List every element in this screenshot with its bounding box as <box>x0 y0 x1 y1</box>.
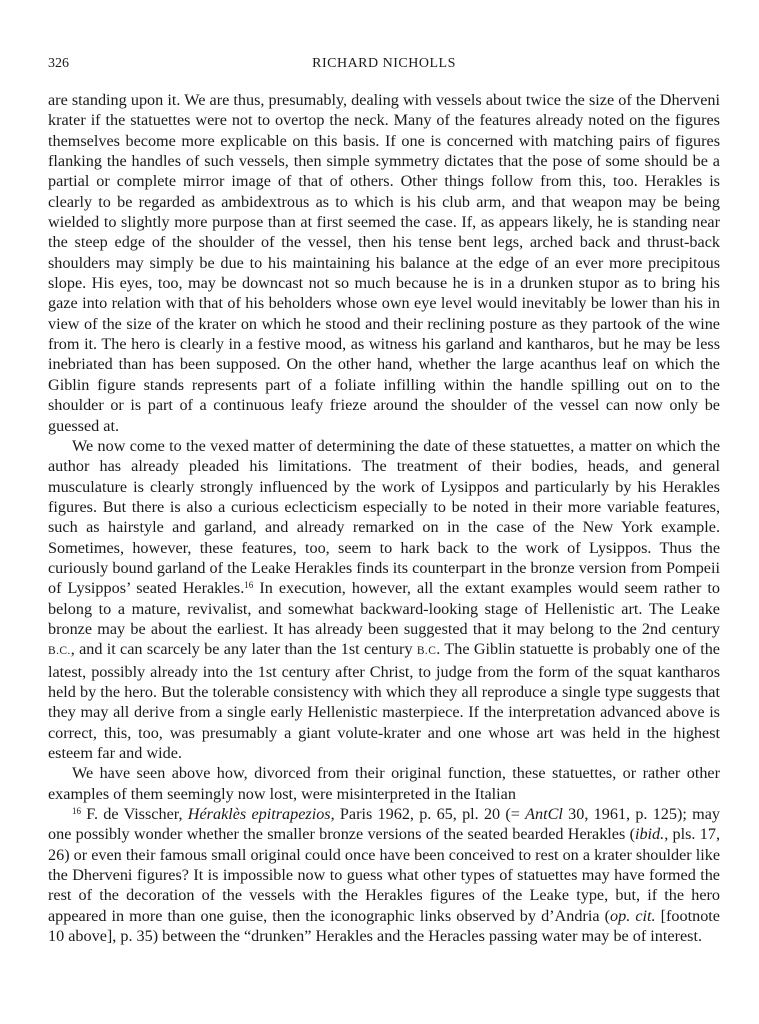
paragraph-2-part-a: We now come to the vexed matter of determining the date of these statuettes, a matter on which the author has already pleaded his limitations. The treatment of their bodies, heads, and general musculature is clearly strongly influenced by the work of Lysippos and particularly by his Herakles figures. But there is also a curious eclecticism especially to be noted in their more variable features, such as hairstyle and garland, and already remarked on in the case of the New York example. Sometimes, however, these features, too, seem to hark back to the work of Lysippos. Thus the curiously bound garland of the Leake Herakles finds its counterpart in the bronze version from Pompeii of Lysippos’ seated Herakles. <box>48 436 720 598</box>
footnote-number: 16 <box>72 806 81 817</box>
era-abbreviation: B.C <box>416 645 437 658</box>
footnote-text: F. de Visscher, <box>81 805 188 824</box>
paragraph-2-part-c: , and it can scarcely be any later than the 1st century <box>70 640 417 659</box>
footnote-title-italic: Héraklès epitrapezios <box>187 805 331 824</box>
era-abbreviation: B.C. <box>48 645 71 658</box>
paragraph-2 <box>48 436 720 764</box>
body-text <box>48 90 720 946</box>
footnote-text: 30, 1961, p. 125); may one possibly wonder whether the smaller bronze versions of the seated bearded Herakles ( <box>48 805 720 844</box>
footnote-opcit-italic: op. cit. <box>610 906 656 925</box>
footnote-text: , Paris 1962, p. 65, pl. 20 (= <box>330 805 526 824</box>
footnote-text: , pls. 17, 26) or even their famous small original could once have been conceived to rest on a krater shoulder like the Dherveni figures? It is impossible now to guess what other types of statuettes may have formed the rest of the decoration of the vessels with the Herakles figures of the Leake type, but, if the hero appeared in more than one guise, then the iconographic links observed by d’Andria ( <box>48 825 720 925</box>
footnote-reference-16: 16 <box>244 580 254 591</box>
page-header <box>48 55 720 73</box>
running-head: RICHARD NICHOLLS <box>312 56 456 71</box>
footnote-16 <box>48 804 720 946</box>
page-number: 326 <box>48 56 69 71</box>
paragraph-2-part-d: . The Giblin statuette is probably one of the latest, possibly already into the 1st century after Christ, to judge from the form of the squat kantharos held by the hero. But the tolerable consistency with which they all reproduce a single type suggests that they may all derive from a single early Hellenistic masterpiece. If the interpretation advanced above is correct, this, too, was presumably a giant volute-krater and one whose art was held in the highest esteem far and wide. <box>48 640 720 762</box>
footnote-text: [footnote 10 above], p. 35) between the “drunken” Herakles and the Heracles passing water may be of interest. <box>48 906 720 946</box>
footnote-journal-italic: AntCl <box>525 805 563 824</box>
paragraph-1: are standing upon it. We are thus, presumably, dealing with vessels about twice the size of the Dherveni krater if the statuettes were not to overtop the neck. Many of the features already noted on the figures themselves become more explicable on this basis. If one is concerned with matching pairs of figures flanking the handles of such vessels, then simple symmetry dictates that the pose of some should be a partial or complete mirror image of that of others. Other things follow from this, too. Herakles is clearly to be regarded as ambidextrous as to which is his club arm, and that weapon may be being wielded to slightly more purpose than at first seemed the case. If, as appears likely, he is standing near the steep edge of the shoulder of the vessel, then his tense bent legs, arched back and thrust-back shoulders may simply be due to his maintaining his balance at the edge of an ever more precipitous slope. His eyes, too, may be downcast not so much because he is in a drunken stupor as to bring his gaze into relation with that of his beholders whose own eye level would inevitably be lower than his in view of the size of the krater on which he stood and their reclining posture as they partook of the wine from it. The hero is clearly in a festive mood, as witness his garland and kantharos, but he may be less inebriated than has been supposed. On the other hand, whether the large acanthus leaf on which the Giblin figure stands represents part of a foliate infilling within the handle spilling out on to the shoulder or is part of a continuous leafy frieze around the shoulder of the vessel can now only be guessed at. <box>48 91 720 435</box>
footnote-ibid-italic: ibid. <box>634 825 665 844</box>
paragraph-2-part-b: In execution, however, all the extant examples would seem rather to belong to a mature, revivalist, and somewhat backward-looking stage of Hellenistic art. The Leake bronze may be about the earliest. It has already been suggested that it may belong to the 2nd century <box>48 579 720 638</box>
paragraph-3: We have seen above how, divorced from their original function, these statuettes, or rather other examples of them seemingly now lost, were misinterpreted in the Italian <box>48 764 720 803</box>
